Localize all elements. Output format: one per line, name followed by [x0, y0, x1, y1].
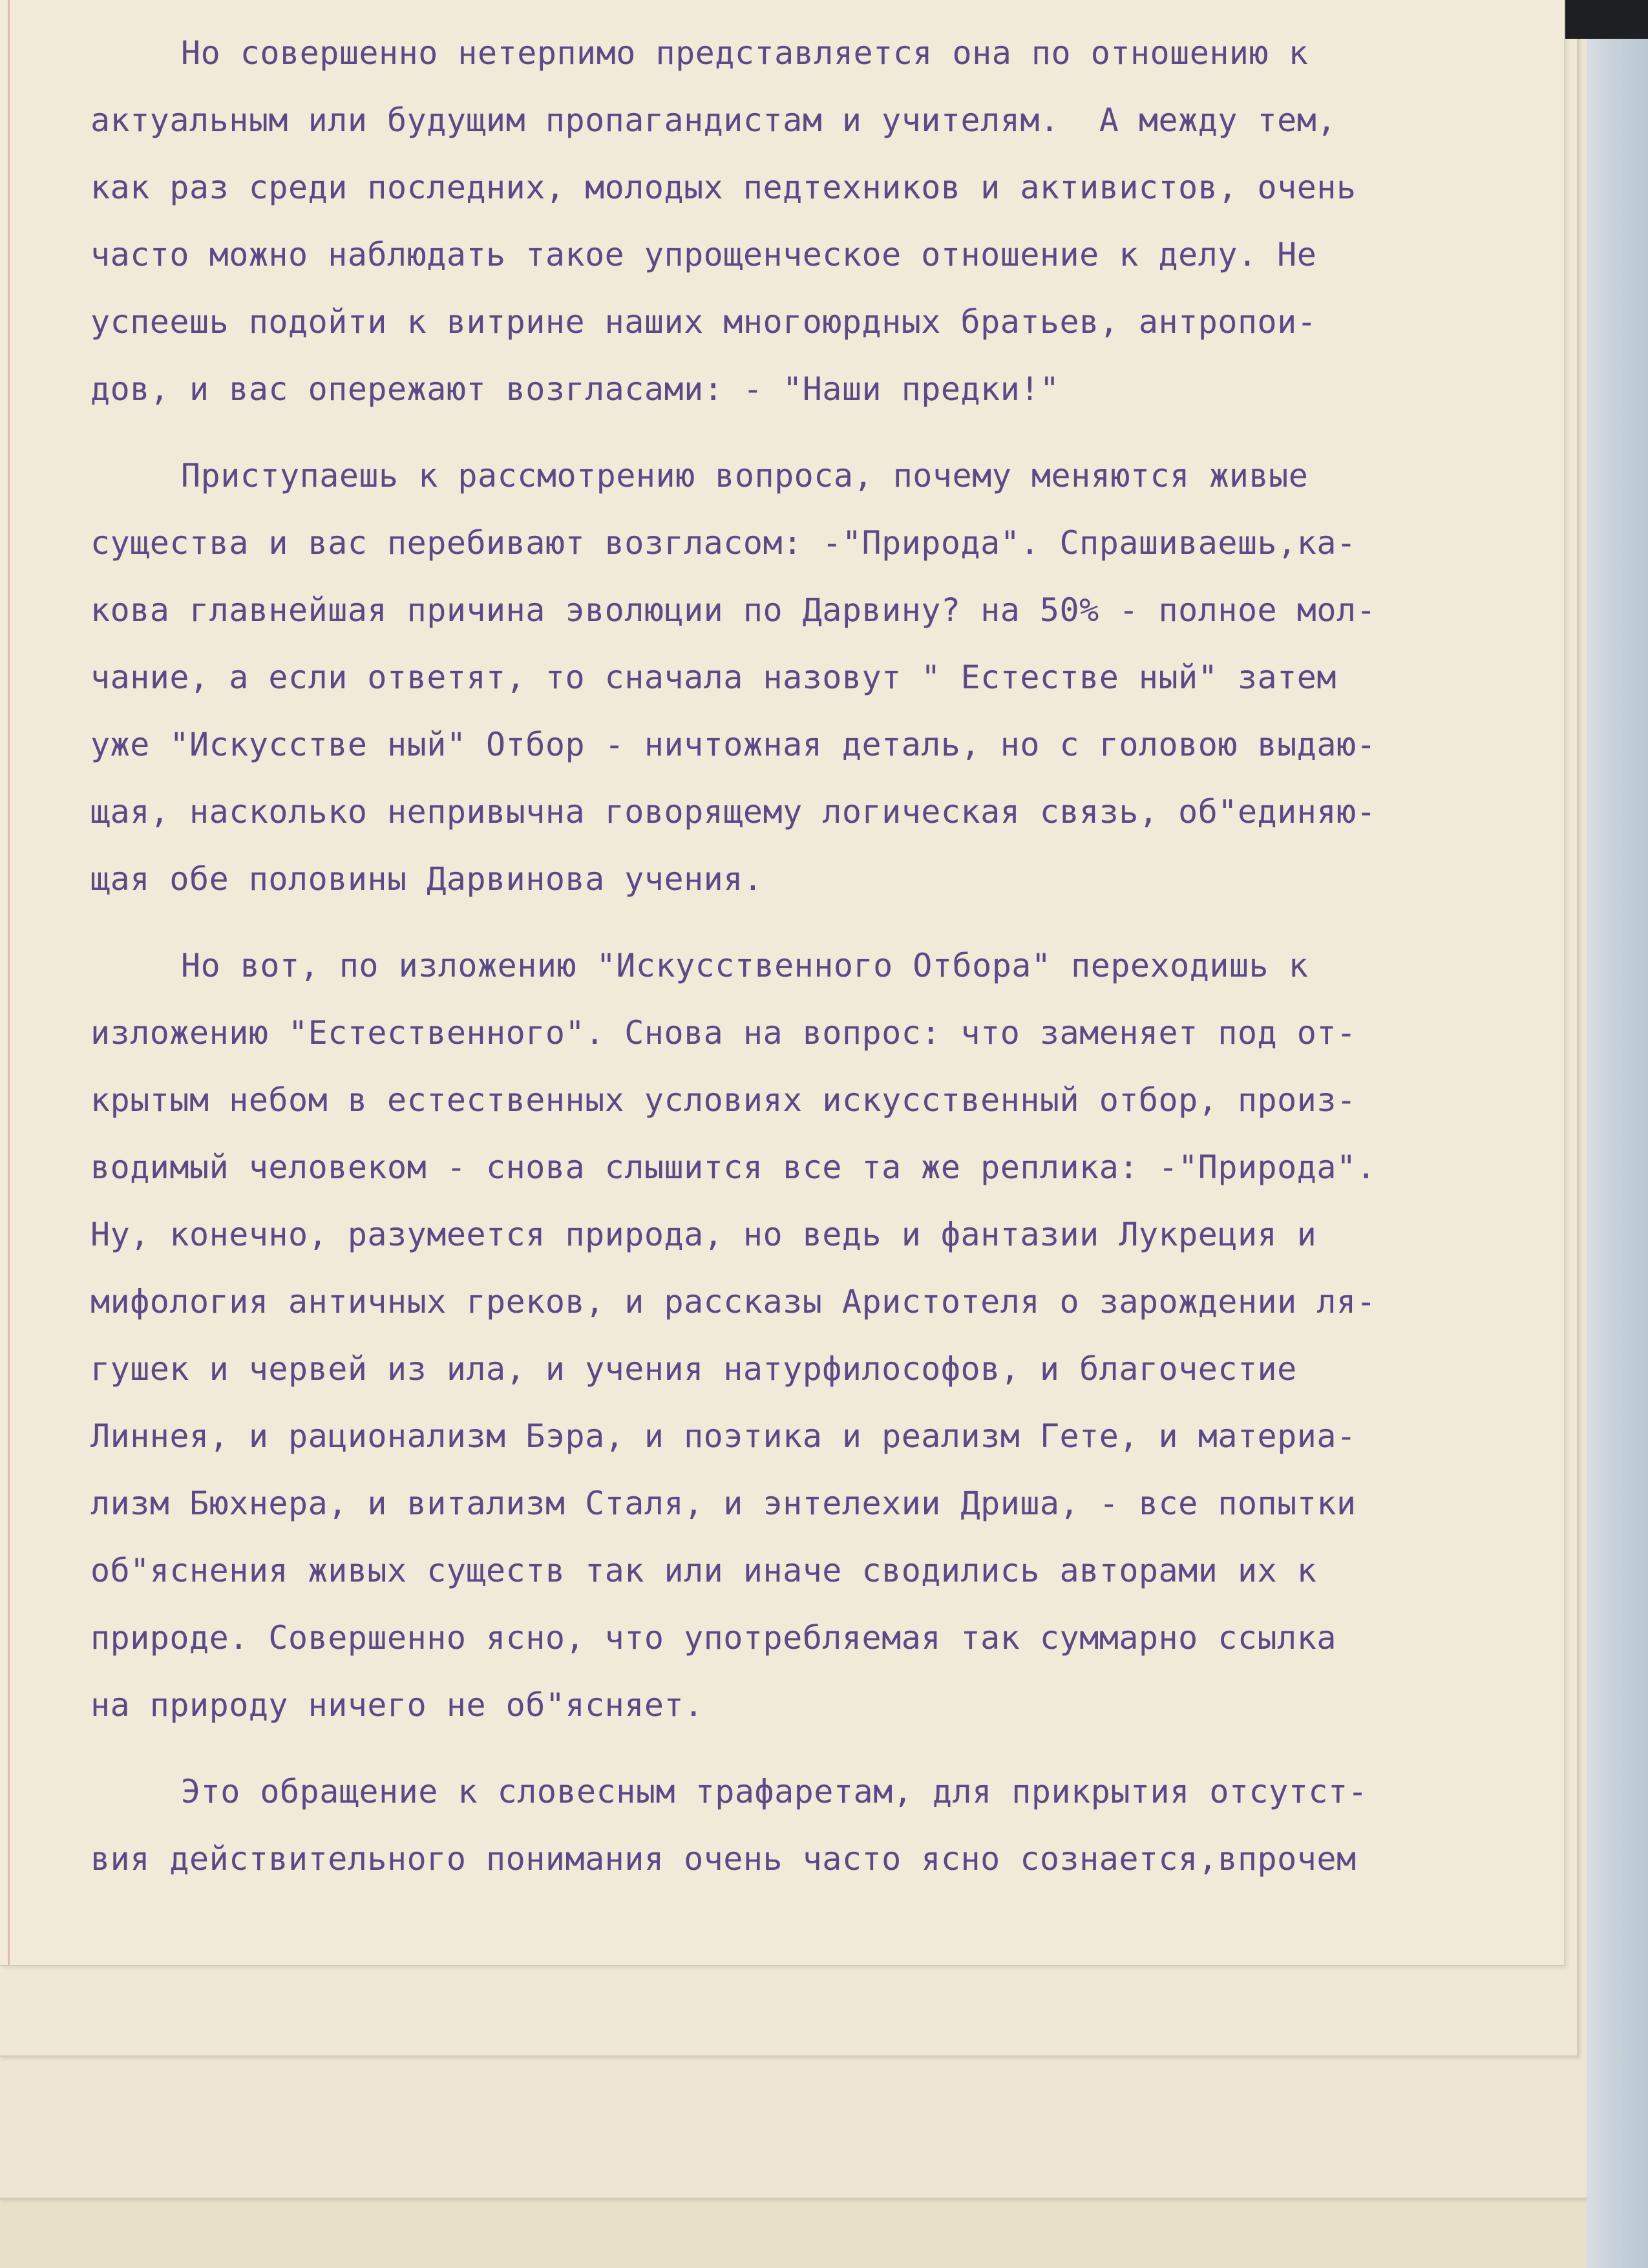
- text-line: природе. Совершенно ясно, что употребляемая так суммарно ссылка: [90, 1619, 1336, 1657]
- margin-rule: [8, 0, 10, 1965]
- text-line: существа и вас перебивают возгласом: -"Природа". Спрашиваешь,ка-: [90, 524, 1357, 562]
- text-line: часто можно наблюдать такое упрощенческое отношение к делу. Не: [90, 236, 1317, 273]
- text-line: щая обе половины Дарвинова учения.: [90, 860, 763, 898]
- text-line: как раз среди последних, молодых педтехников и активистов, очень: [90, 169, 1357, 206]
- text-line: уже "Искусстве ный" Отбор - ничтожная деталь, но с головою выдаю-: [90, 726, 1377, 763]
- text-line: Линнея, и рационализм Бэра, и поэтика и реализм Гете, и материа-: [90, 1417, 1357, 1455]
- text-line: гушек и червей из ила, и учения натурфилософов, и благочестие: [90, 1350, 1297, 1388]
- paragraph: [90, 19, 1512, 423]
- scanner-corner: [1558, 0, 1648, 39]
- paragraph: [90, 1758, 1512, 1892]
- paragraph-gap: [90, 423, 1512, 442]
- text-line: изложению "Естественного". Снова на вопрос: что заменяет под от-: [90, 1014, 1357, 1052]
- text-line: вия действительного понимания очень часто ясно сознается,впрочем: [90, 1840, 1357, 1878]
- text-line: на природу ничего не об"ясняет.: [90, 1686, 704, 1724]
- text-line: успеешь подойти к витрине наших многоюрдных братьев, антропои-: [90, 303, 1317, 341]
- text-line: водимый человеком - снова слышится все та же реплика: -"Природа".: [90, 1149, 1377, 1186]
- text-line: актуальным или будущим пропагандистам и учителям. А между тем,: [90, 101, 1336, 139]
- text-line: щая, насколько непривычна говорящему логическая связь, об"единяю-: [90, 793, 1377, 831]
- text-line: об"яснения живых существ так или иначе сводились авторами их к: [90, 1552, 1317, 1589]
- text-line: чание, а если ответят, то сначала назовут " Естестве ный" затем: [90, 659, 1336, 696]
- paragraph: [90, 442, 1512, 913]
- paragraph: [90, 932, 1512, 1739]
- text-line: лизм Бюхнера, и витализм Сталя, и энтелехии Дриша, - все попытки: [90, 1485, 1357, 1522]
- text-line: Это обращение к словесным трафаретам, для прикрытия отсутст-: [181, 1773, 1368, 1810]
- text-line: Приступаешь к рассмотрению вопроса, почему меняются живые: [181, 457, 1309, 494]
- text-line: мифология античных греков, и рассказы Аристотеля о зарождении ля-: [90, 1283, 1377, 1320]
- text-line: Но совершенно нетерпимо представляется она по отношению к: [181, 34, 1309, 72]
- text-line: дов, и вас опережают возгласами: - "Наши предки!": [90, 370, 1060, 408]
- paragraph-gap: [90, 913, 1512, 932]
- page-text: [90, 19, 1512, 1892]
- text-line: Но вот, по изложению "Искусственного Отбора" переходишь к: [181, 947, 1309, 984]
- text-line: крытым небом в естественных условиях искусственный отбор, произ-: [90, 1081, 1357, 1119]
- text-line: кова главнейшая причина эволюции по Дарвину? на 50% - полное мол-: [90, 591, 1377, 629]
- scanner-background: [1587, 0, 1648, 2268]
- paragraph-gap: [90, 1739, 1512, 1758]
- text-line: Ну, конечно, разумеется природа, но ведь и фантазии Лукреция и: [90, 1216, 1317, 1253]
